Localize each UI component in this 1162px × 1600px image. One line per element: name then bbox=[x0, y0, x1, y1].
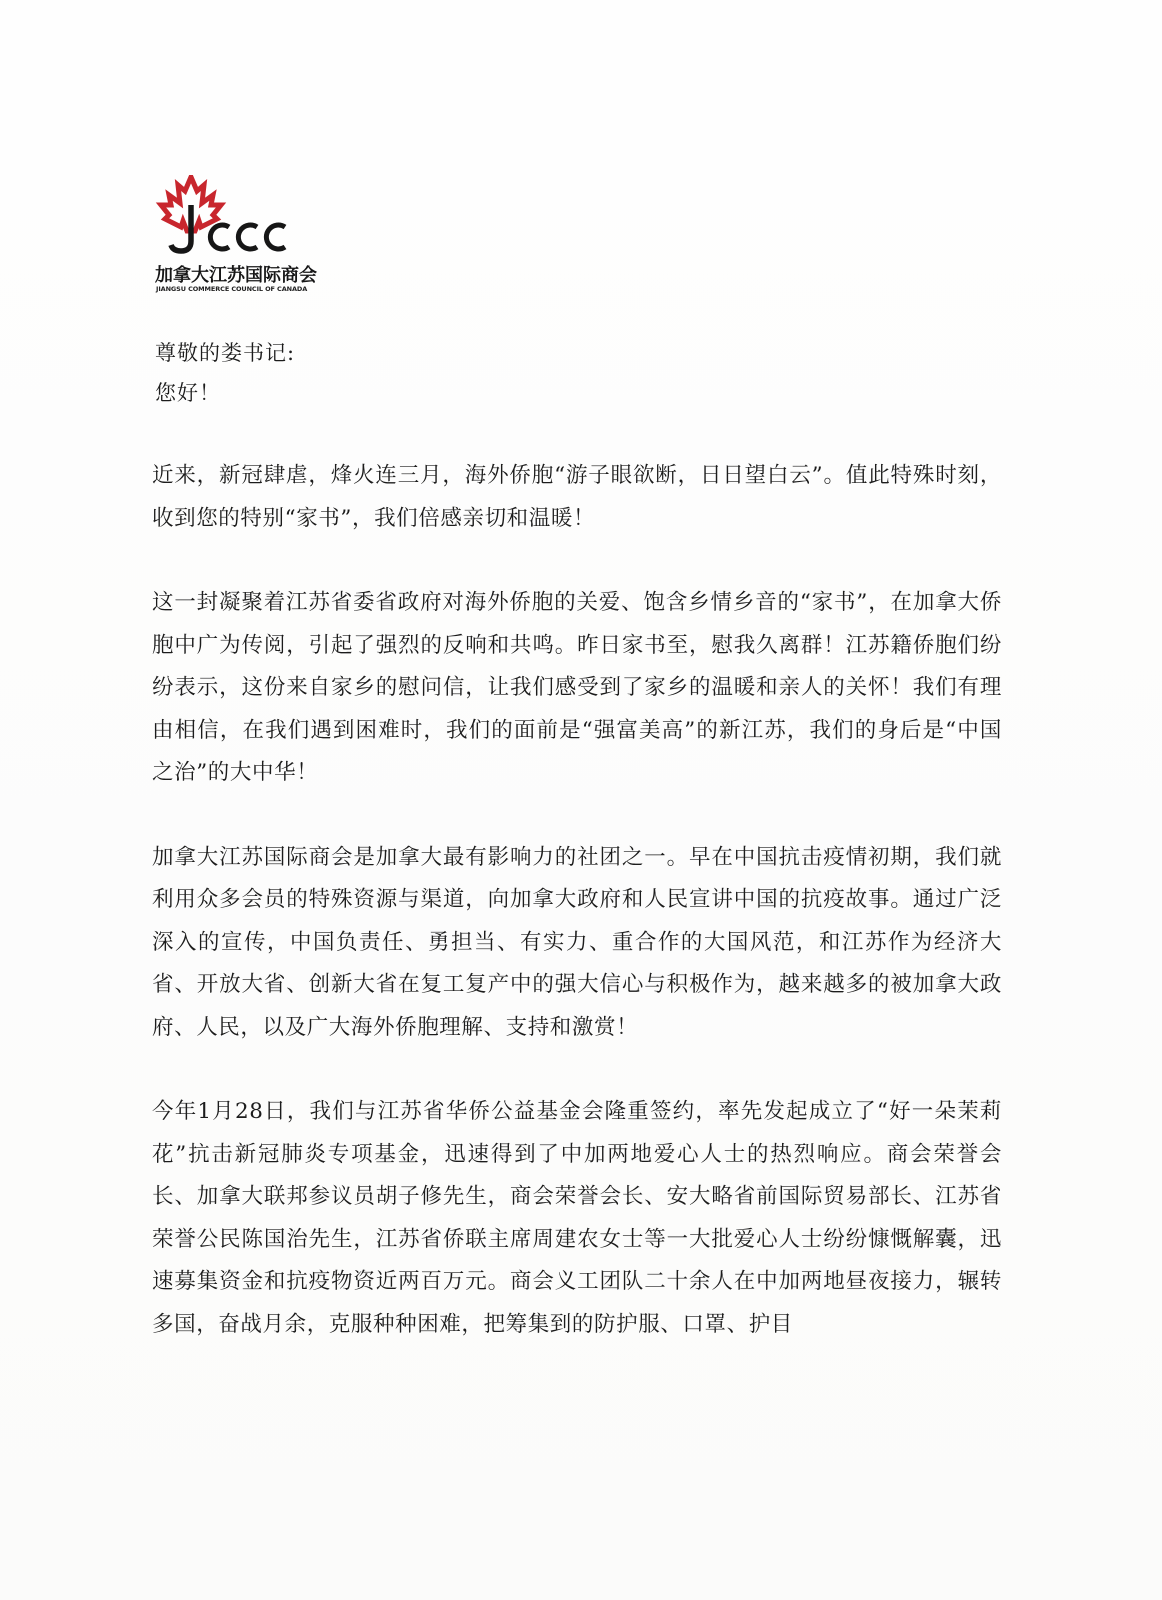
org-name-en: JIANGSU COMMERCE COUNCIL OF CANADA bbox=[156, 285, 308, 293]
greeting: 您好！ bbox=[155, 381, 221, 405]
letter-body bbox=[152, 455, 1002, 1346]
salutation: 尊敬的娄书记: bbox=[155, 341, 296, 365]
paragraph: 加拿大江苏国际商会是加拿大最有影响力的社团之一。早在中国抗击疫情初期，我们就利用众多会员的特殊资源与渠道，向加拿大政府和人民宣讲中国的抗疫故事。通过广泛深入的宣传，中国负责任、勇担当、有实力、重合作的大国风范，和江苏作为经济大省、开放大省、创新大省在复工复产中的强大信心与积极作为，越来越多的被加拿大政府、人民，以及广大海外侨胞理解、支持和激赏！ bbox=[152, 844, 1002, 1040]
org-name-zh: 加拿大江苏国际商会 bbox=[155, 265, 317, 286]
ccc-letters-icon bbox=[155, 175, 325, 261]
letterhead-logo bbox=[155, 175, 325, 295]
paragraph: 这一封凝聚着江苏省委省政府对海外侨胞的关爱、饱含乡情乡音的“家书”，在加拿大侨胞中广为传阅，引起了强烈的反响和共鸣。昨日家书至，慰我久离群！江苏籍侨胞们纷纷表示，这份来自家乡的慰问信，让我们感受到了家乡的温暖和亲人的关怀！我们有理由相信，在我们遇到困难时，我们的面前是“强富美高”的新江苏，我们的身后是“中国之治”的大中华！ bbox=[152, 590, 1002, 785]
paragraph: 今年1月28日，我们与江苏省华侨公益基金会隆重签约，率先发起成立了“好一朵茉莉花”抗击新冠肺炎专项基金，迅速得到了中加两地爱心人士的热烈响应。商会荣誉会长、加拿大联邦参议员胡子修先生，商会荣誉会长、安大略省前国际贸易部长、江苏省荣誉公民陈国治先生，江苏省侨联主席周建农女士等一大批爱心人士纷纷慷慨解囊，迅速募集资金和抗疫物资近两百万元。商会义工团队二十余人在中加两地昼夜接力，辗转多国，奋战月余，克服种种困难，把筹集到的防护服、口罩、护目 bbox=[152, 1099, 1002, 1337]
paragraph: 近来，新冠肆虐，烽火连三月，海外侨胞“游子眼欲断，日日望白云”。值此特殊时刻，收到您的特别“家书”，我们倍感亲切和温暖！ bbox=[152, 463, 1002, 531]
